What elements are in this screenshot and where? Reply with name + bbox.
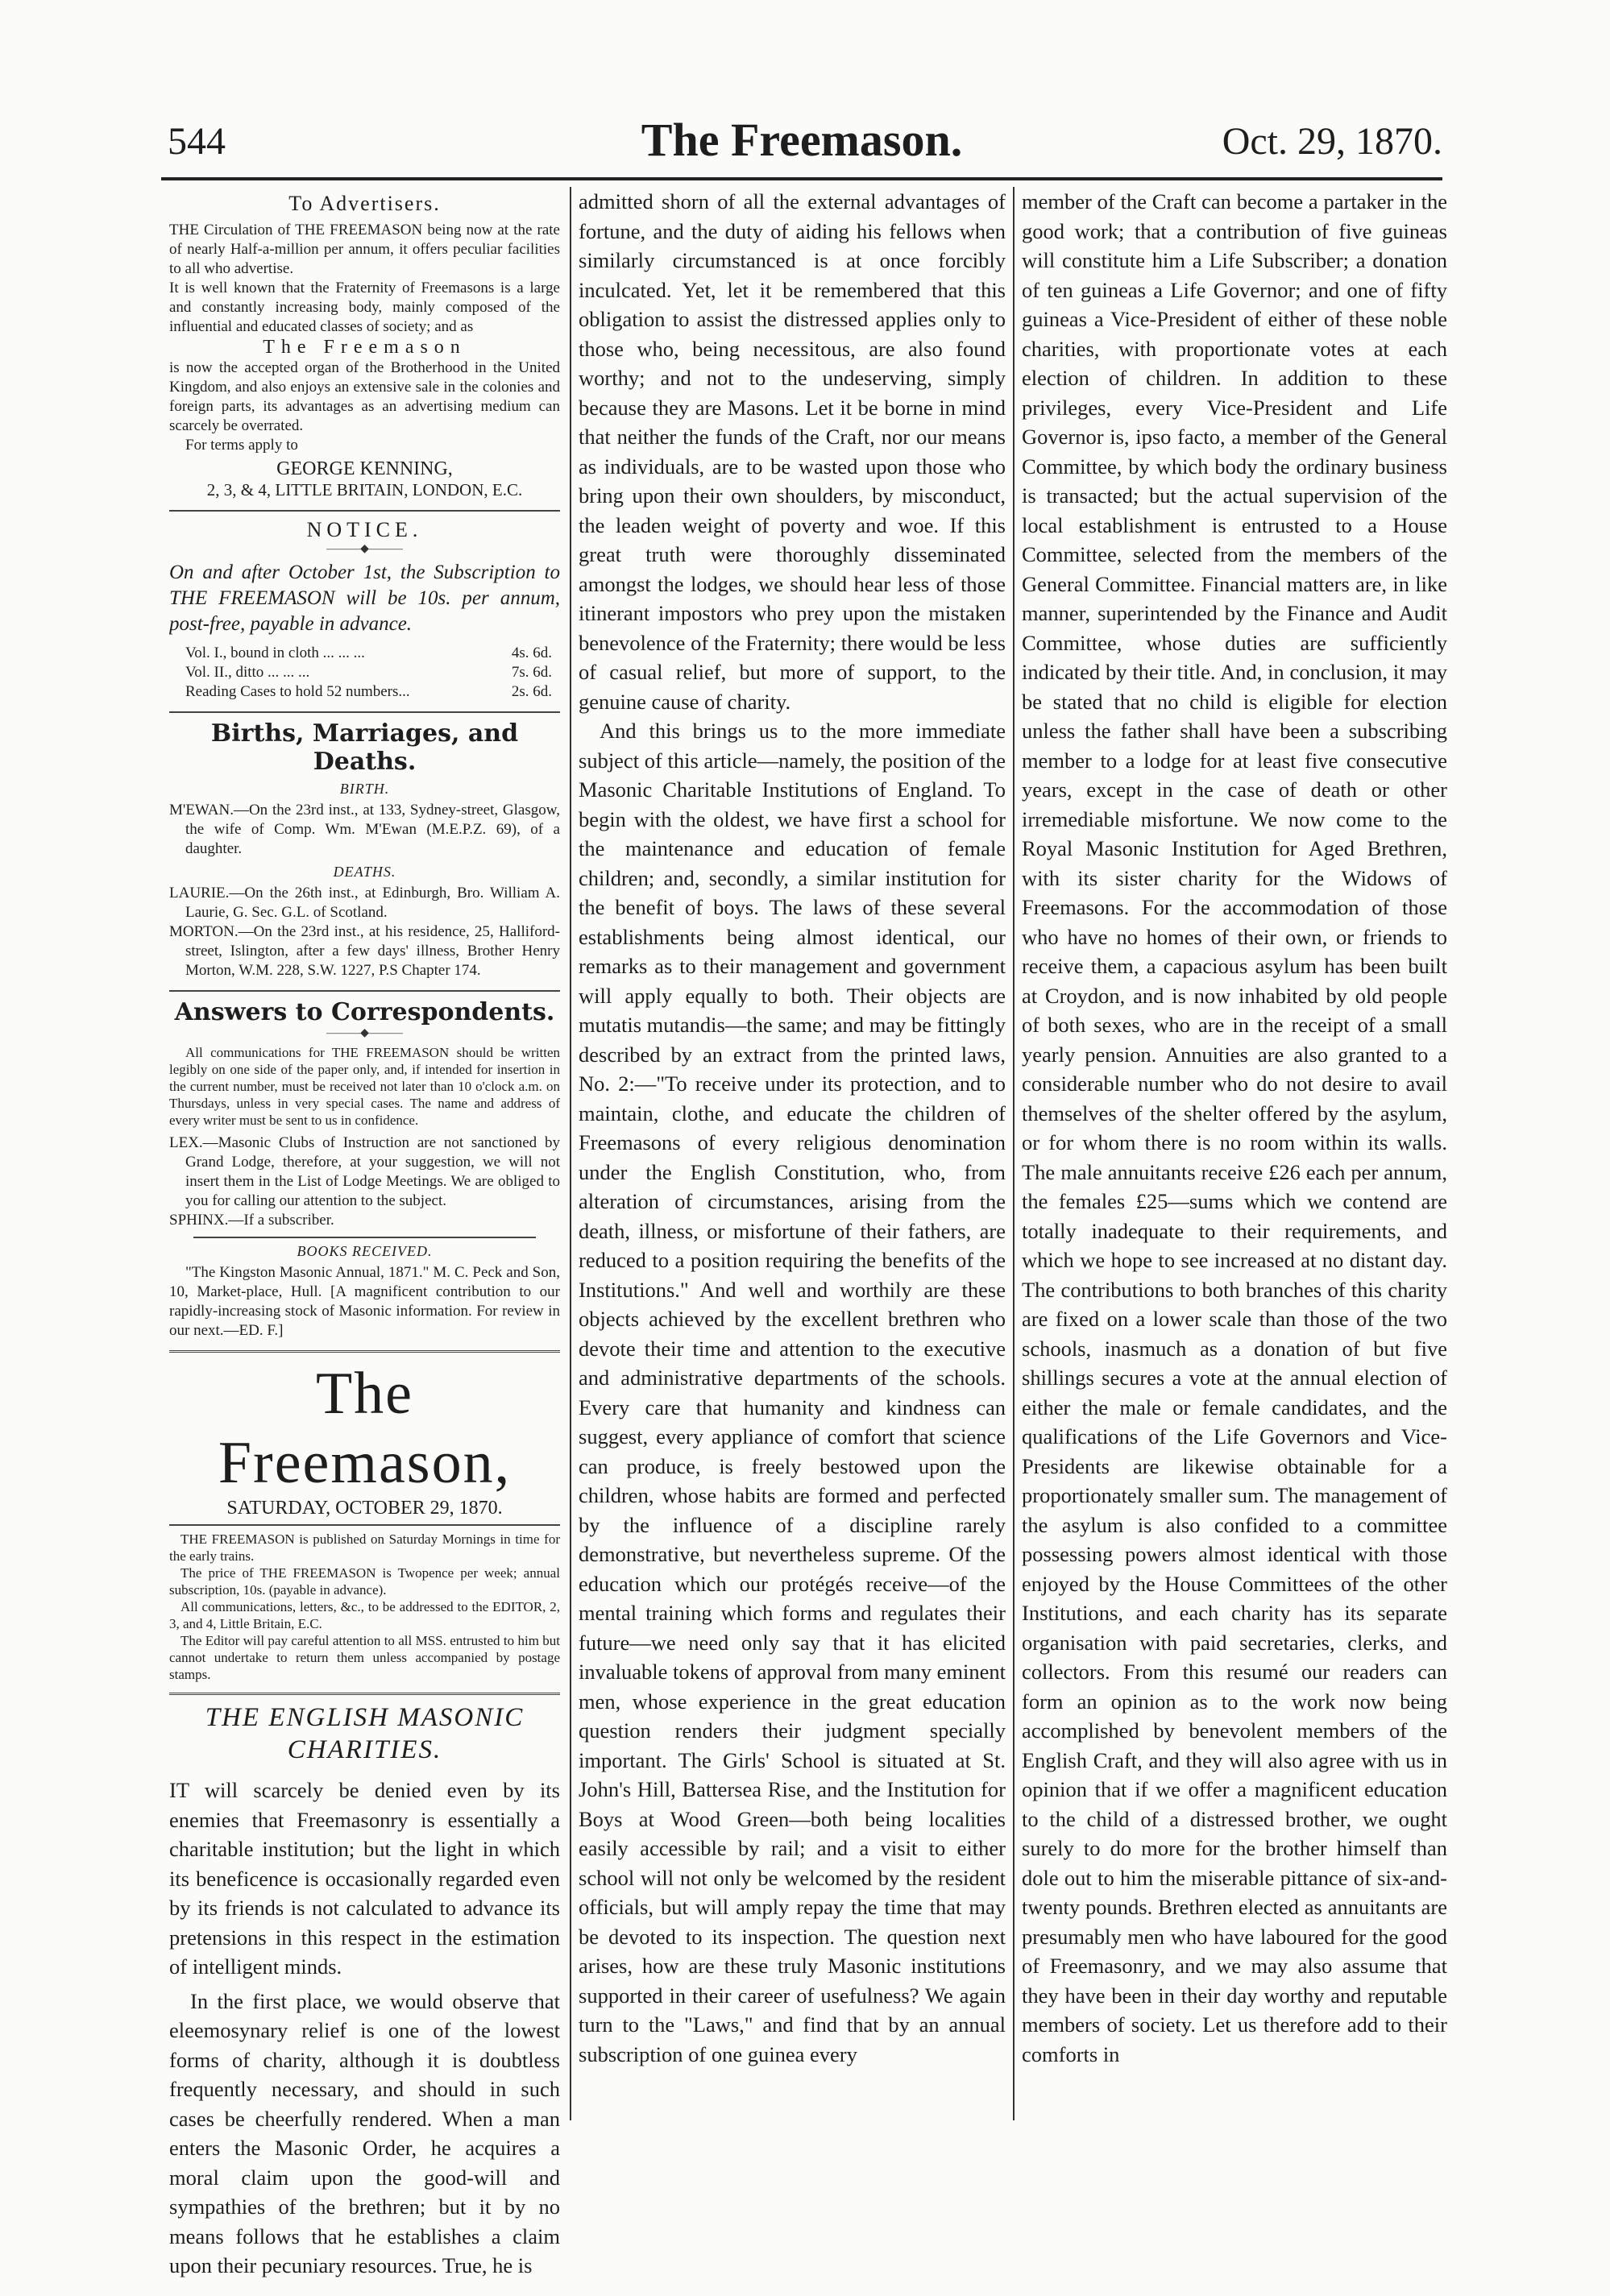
section-rule	[169, 1693, 560, 1695]
notice-heading: NOTICE.	[306, 518, 423, 541]
advertisers-address: 2, 3, & 4, LITTLE BRITAIN, LONDON, E.C.	[206, 480, 523, 499]
masthead-rule	[161, 177, 1442, 180]
price-item: Vol. II., ditto ... ... ...	[185, 664, 310, 681]
price-row	[185, 682, 560, 702]
advertisers-notice	[169, 192, 560, 500]
books-received	[169, 1243, 560, 1341]
section-rule	[193, 1237, 536, 1238]
article-paragraph: IT will scarcely be denied even by its enemies that Freemasonry is essentially a charitable institution; but the light in which its beneficence is occasionally regarded even by its friends is not calculated to advance its pretensions in this respect in the estimation of intelligent minds.	[169, 1778, 560, 1979]
death-entry: LAURIE.—On the 26th inst., at Edinburgh, Bro. William A. Laurie, G. Sec. G.L. of Scotland.	[169, 885, 560, 921]
answers-heading: Answers to Correspondents.	[174, 998, 555, 1026]
imprint-p4: The Editor will pay careful attention to all MSS. entrusted to him but cannot undertake to return them unless accompanied by postage stamps.	[169, 1633, 560, 1682]
imprint	[169, 1359, 560, 1683]
births-marriages-deaths	[169, 719, 560, 980]
death-entry: MORTON.—On the 23rd inst., at his residence, 25, Halliford-street, Islington, after a few days' illness, Brother Henry Morton, W.M. 228, S.W. 1227, P.S Chapter 174.	[169, 923, 560, 979]
column-1	[169, 187, 560, 2281]
column-divider	[570, 187, 571, 2120]
article-paragraph: And this brings us to the more immediate subject of this article—namely, the position of the Masonic Charitable Institutions of England. To begin with the oldest, we have first a school for the maintenance and education of female children; and, secondly, a similar institution for the benefit of boys. The laws of these several establishments being almost identical, our remarks as to their management and government will apply equally to both. Their objects are mutatis mutandis—the same; and may be fittingly described by an extract from the printed laws, No. 2:—"To receive under its protection, and to maintain, clothe, and educate the children of Freemasons of every religious denomination under the English Constitution, who, from alteration of circumstances, arising from the death, illness, or misfortune of their fathers, are reduced to a position requiring the benefits of the Institutions." And well and worthily are these objects achieved by the excellent brethren who devote their time and attention to the executive and administrative departments of the schools. Every care that humanity and kindness can suggest, every appliance of comfort that science can produce, is freely bestowed upon the children, whose habits are formed and perfected by the influence of a discipline rarely demonstrative, but nevertheless supreme. Of the education which our protégés receive—of the mental training which forms and regulates their future—we need only say that it has elicited invaluable tokens of approval from many eminent men, whose experience in the great education question renders their judgment specially important. The Girls' School is situated at St. John's Hill, Battersea Rise, and the Institution for Boys at Wood Green—both being localities easily accessible by rail; and a visit to either school will not only be welcomed by the resident officials, but will amply repay the time that may be devoted to its inspection. The question next arises, how are these truly Masonic institutions supported in their career of usefulness? We again turn to the "Laws," and find that by an annual subscription of one guinea every	[579, 719, 1006, 2066]
column-divider	[1013, 187, 1015, 2120]
section-rule	[169, 711, 560, 713]
imprint-date: SATURDAY, OCTOBER 29, 1870.	[226, 1498, 503, 1519]
ornament-divider: ———◆———	[326, 1027, 403, 1039]
article-paragraph: admitted shorn of all the external advantages of fortune, and the duty of aiding his fellows when similarly circumstanced is at once forcibly inculcated. Yet, let it be remembered that this obligation to assist the distressed applies only to those who, being necessitous, are also found worthy; and not to the undeserving, simply because they are Masons. Let it be borne in mind that neither the funds of the Craft, nor our means as individuals, are to be wasted upon those who bring upon their own shoulders, by misconduct, the leaden weight of poverty and woe. If this great truth were thoroughly disseminated amongst the lodges, we should hear less of those itinerant impostors who prey upon the mistaken benevolence of the Fraternity; there would be less of casual relief, but more of support, to the genuine cause of charity.	[579, 189, 1006, 714]
price-value: 2s. 6d.	[511, 683, 552, 700]
birth-heading: BIRTH.	[339, 781, 390, 797]
advertisers-p3: is now the accepted organ of the Brotherhood in the United Kingdom, and also enjoys an extensive sale in the colonies and foreign parts, its advantages as an advertising medium can scarcely be overrated.	[169, 359, 560, 434]
advertisers-name: GEORGE KENNING,	[276, 458, 453, 479]
advertisers-p1: THE Circulation of THE FREEMASON being now at the rate of nearly Half-a-million per annum, it offers peculiar facilities to all who advertise.	[169, 222, 560, 277]
notice-section	[169, 518, 560, 702]
newspaper-title: The Freemason.	[641, 114, 963, 166]
answers-intro: All communications for THE FREEMASON should be written legibly on one side of the paper only, and, if intended for insertion in the current number, must be received not later than 10 o'clock a.m. on Thursdays, unless in very special cases. The name and address of every writer must be sent to us in confidence.	[169, 1045, 560, 1128]
answer-sphinx: SPHINX.—If a subscriber.	[169, 1212, 334, 1229]
answers-to-correspondents	[169, 998, 560, 1230]
page-number: 544	[168, 120, 226, 163]
article-title: THE ENGLISH MASONIC CHARITIES.	[205, 1703, 525, 1764]
masthead	[161, 105, 1442, 177]
column-3	[1022, 187, 1447, 2069]
imprint-p2: The price of THE FREEMASON is Twopence per week; annual subscription, 10s. (payable in advance).	[169, 1565, 560, 1598]
imprint-p1: THE FREEMASON is published on Saturday Mornings in time for the early trains.	[169, 1531, 560, 1564]
advertisers-p2: It is well known that the Fraternity of Freemasons is a large and constantly increasing body, mainly composed of the influential and educated classes of society; and as	[169, 280, 560, 335]
books-body: "The Kingston Masonic Annual, 1871." M. C. Peck and Son, 10, Market-place, Hull. [A magnificent contribution to our rapidly-increasing stock of Masonic information. For review in our next.—ED. F.]	[169, 1264, 560, 1339]
imprint-title: The Freemason,	[218, 1361, 512, 1496]
bmd-heading: Births, Marriages, and Deaths.	[210, 719, 519, 776]
price-value: 7s. 6d.	[511, 664, 552, 681]
section-rule	[169, 510, 560, 512]
advertisers-brand: The Freemason	[263, 337, 467, 358]
answer-lex: LEX.—Masonic Clubs of Instruction are not sanctioned by Grand Lodge, therefore, at your suggestion, we will not insert them in the List of Lodge Meetings. We are obliged to you for calling our attention to the subject.	[169, 1134, 560, 1209]
section-rule	[169, 1524, 560, 1526]
price-item: Vol. I., bound in cloth ... ... ...	[185, 644, 365, 661]
issue-date: Oct. 29, 1870.	[1222, 120, 1442, 163]
birth-entry: M'EWAN.—On the 23rd inst., at 133, Sydney-street, Glasgow, the wife of Comp. Wm. M'Ewan (M.E.P.Z. 69), of a daughter.	[169, 802, 560, 857]
price-list	[169, 644, 560, 702]
price-row	[185, 644, 560, 663]
advertisers-heading: To Advertisers.	[288, 192, 441, 215]
price-value: 4s. 6d.	[511, 644, 552, 661]
notice-body: On and after October 1st, the Subscription to THE FREEMASON will be 10s. per annum, post-free, payable in advance.	[169, 562, 560, 635]
article-start	[169, 1701, 560, 2281]
books-heading: BOOKS RECEIVED.	[297, 1243, 433, 1259]
deaths-heading: DEATHS.	[333, 864, 396, 880]
price-row	[185, 663, 560, 682]
section-rule	[169, 1350, 560, 1353]
imprint-p3: All communications, letters, &c., to be addressed to the EDITOR, 2, 3, and 4, Little Britain, E.C.	[169, 1599, 560, 1631]
article-paragraph: member of the Craft can become a partaker in the good work; that a contribution of five guineas will constitute him a Life Subscriber; a donation of ten guineas a Life Governor; and one of fifty guineas a Vice-President of either of these noble charities, with proportionate votes at each election of children. In addition to these privileges, every Vice-President and Life Governor is, ipso facto, a member of the General Committee, by which body the ordinary business is transacted; but the actual supervision of the local establishment is entrusted to a House Committee, selected from the members of the General Committee. Financial matters are, in like manner, superintended by the Finance and Audit Committee, whose duties are sufficiently indicated by their title. And, in conclusion, it may be stated that no child is eligible for election unless the father shall have been a subscribing member to a lodge for at least five consecutive years, except in the case of death or other irremediable misfortune. We now come to the Royal Masonic Institution for Aged Brethren, with its sister charity for the Widows of Freemasons. For the accommodation of those who have no homes of their own, or friends to receive them, a capacious asylum has been built at Croydon, and is now inhabited by old people of both sexes, who are in the receipt of a small yearly pension. Annuities are also granted to a considerable number who do not desire to avail themselves of the shelter offered by the asylum, or for whom there is no room within its walls. The male annuitants receive £26 each per annum, the females £25—sums which we contend are totally inadequate to their requirements, and which we hope to see increased at no distant day. The contributions to both branches of this charity are fixed on a lower scale than those of the two schools, inasmuch as a donation of but five shillings secures a vote at the annual election of either the male or female candidates, and the qualifications of the Life Governors and Vice-Presidents are likewise obtainable for a proportionately smaller sum. The management of the asylum is also confided to a committee possessing powers almost identical with those enjoyed by the House Committees of the other Institutions, and each charity has its separate organisation with paid secretaries, clerks, and collectors. From this resumé our readers can form an opinion as to the work now being accomplished by benevolent members of the English Craft, and they will also agree with us in opinion that if we offer a magnificent education to the child of a distressed brother, we ought surely to do more for the brother himself than dole out to him the miserable pittance of six-and-twenty pounds. Brethren elected as annuitants are presumably men who have laboured for the good of Freemasonry, and we may also assume that they have been in their day worthy and reputable members of society. Let us therefore add to their comforts in	[1022, 189, 1447, 2066]
ornament-divider: ———◆———	[326, 543, 403, 555]
column-2	[579, 187, 1006, 2069]
advertisers-apply: For terms apply to	[185, 437, 298, 454]
article-paragraph: In the first place, we would observe that eleemosynary relief is one of the lowest forms of charity, although it is doubtless frequently necessary, and should in such cases be cheerfully rendered. When a man enters the Masonic Order, he acquires a moral claim upon the good-will and sympathies of the brethren; but it by no means follows that he establishes a claim upon their pecuniary resources. True, he is	[169, 1988, 560, 2277]
section-rule	[169, 990, 560, 992]
price-item: Reading Cases to hold 52 numbers...	[185, 683, 410, 700]
